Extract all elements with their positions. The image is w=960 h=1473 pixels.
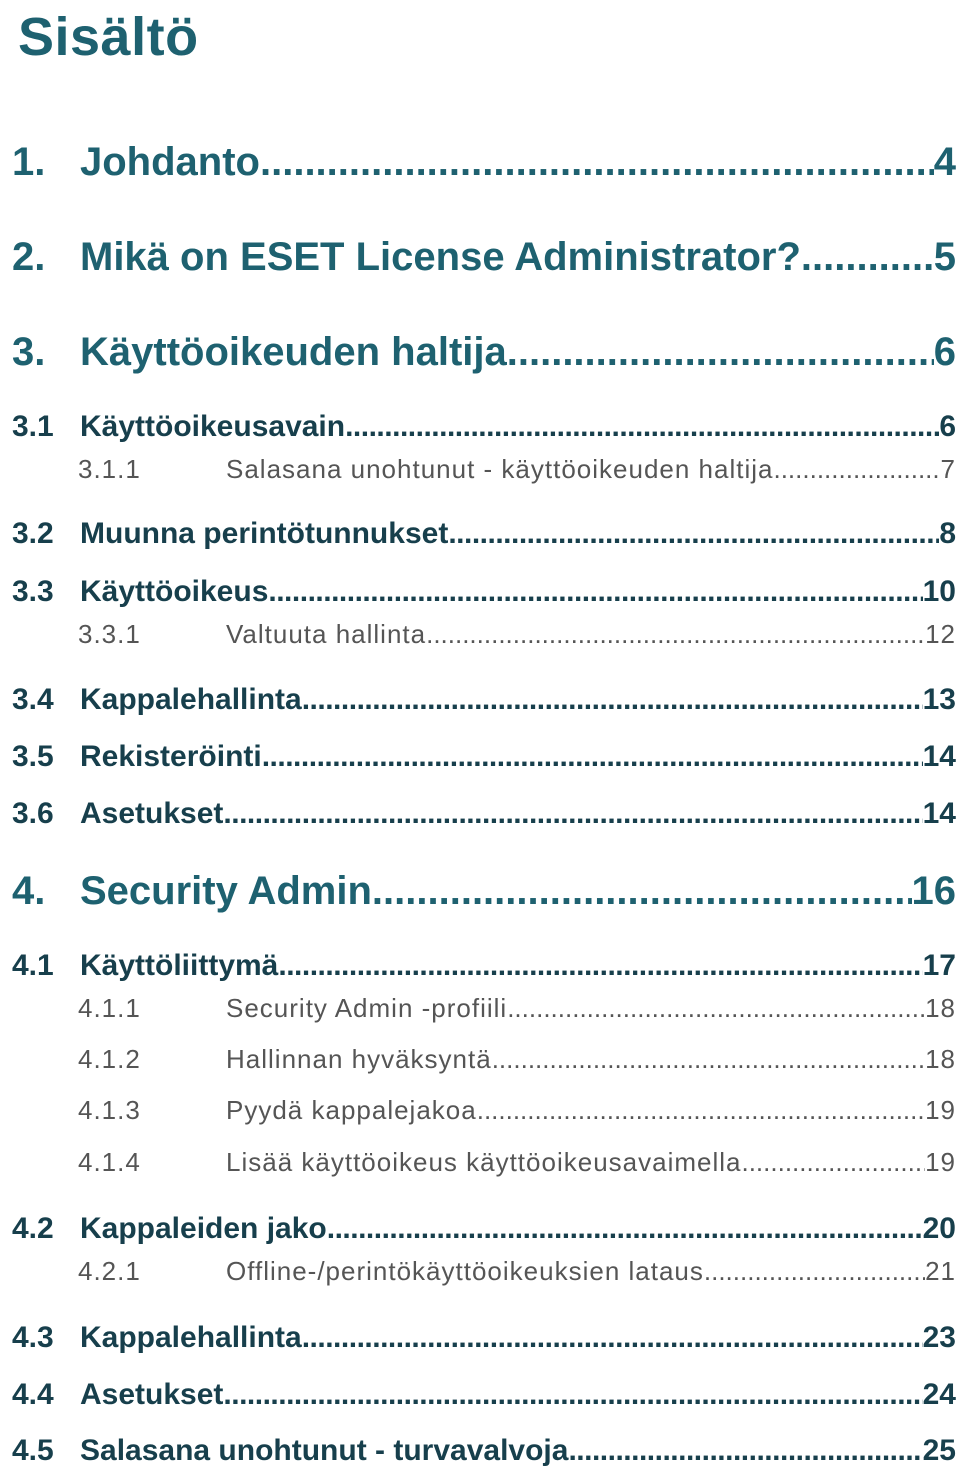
toc-entry[interactable] xyxy=(78,618,956,650)
toc-entry-label: Kappaleiden jako xyxy=(80,1212,327,1245)
toc-entry-label: Lisää käyttöoikeus käyttöoikeusavaimella xyxy=(226,1147,742,1177)
dot-leader xyxy=(223,796,922,832)
dot-leader xyxy=(302,682,923,718)
toc-entry-label: Rekisteröinti xyxy=(80,740,262,773)
toc-entry[interactable] xyxy=(12,948,956,984)
toc-entry-label: Salasana unohtunut - käyttöoikeuden haltija xyxy=(226,454,774,484)
toc-entry-label: Käyttöoikeusavain xyxy=(80,410,346,443)
toc-entry-page-number: 25 xyxy=(922,1434,956,1467)
dot-leader xyxy=(507,992,925,1024)
toc-entry-label: Muunna perintötunnukset xyxy=(80,517,449,550)
toc-entry[interactable] xyxy=(78,1094,956,1126)
toc-entry-label: Hallinnan hyväksyntä xyxy=(226,1044,492,1074)
toc-entry-page-number: 6 xyxy=(933,330,956,374)
toc-entry-page-number: 19 xyxy=(925,1147,956,1177)
dot-leader xyxy=(327,1211,923,1247)
toc-entry-number: 3.6 xyxy=(12,797,54,830)
toc-entry[interactable] xyxy=(78,1043,956,1075)
toc-entry[interactable] xyxy=(12,328,956,376)
toc-entry-number: 3. xyxy=(12,330,46,374)
toc-entry-number: 4.1.3 xyxy=(78,1095,141,1125)
toc-entry-label: Johdanto xyxy=(80,140,260,184)
toc-entry-number: 3.3.1 xyxy=(78,619,141,649)
dot-leader xyxy=(372,867,912,915)
toc-entry-page-number: 13 xyxy=(922,683,956,716)
toc-entry-page-number: 8 xyxy=(939,517,956,550)
toc-entry-number: 4.1 xyxy=(12,949,54,982)
toc-entry-page-number: 12 xyxy=(925,619,956,649)
toc-entry-page-number: 24 xyxy=(922,1378,956,1411)
toc-entry-label: Offline-/perintökäyttöoikeuksien lataus xyxy=(226,1256,704,1286)
toc-entry-label: Käyttöliittymä xyxy=(80,949,279,982)
toc-entry-label: Kappalehallinta xyxy=(80,1321,302,1354)
dot-leader xyxy=(260,138,934,186)
dot-leader xyxy=(477,1094,925,1126)
toc-entry-page-number: 19 xyxy=(925,1095,956,1125)
toc-entry-number: 4.1.4 xyxy=(78,1147,141,1177)
dot-leader xyxy=(268,574,922,610)
toc-entry-page-number: 17 xyxy=(922,949,956,982)
toc-entry-number: 1. xyxy=(12,140,46,184)
toc-entry-number: 4.4 xyxy=(12,1378,54,1411)
toc-entry-number: 4.2.1 xyxy=(78,1256,141,1286)
toc-entry-label: Asetukset xyxy=(80,797,224,830)
dot-leader xyxy=(223,1377,922,1413)
dot-leader xyxy=(426,618,925,650)
toc-entry-label: Mikä on ESET License Administrator? xyxy=(80,235,801,279)
toc-entry[interactable] xyxy=(12,409,956,445)
toc-entry[interactable] xyxy=(12,516,956,552)
toc-entry[interactable] xyxy=(12,1377,956,1413)
toc-entry-number: 3.2 xyxy=(12,517,54,550)
toc-entry-page-number: 16 xyxy=(911,869,956,913)
toc-entry-page-number: 7 xyxy=(940,454,956,484)
toc-entry-number: 4.1.2 xyxy=(78,1044,141,1074)
toc-entry[interactable] xyxy=(12,867,956,915)
toc-entry[interactable] xyxy=(12,796,956,832)
toc-entry-page-number: 5 xyxy=(933,235,956,279)
dot-leader xyxy=(704,1255,925,1287)
dot-leader xyxy=(741,1146,925,1178)
toc-entry[interactable] xyxy=(12,1320,956,1356)
toc-entry-page-number: 18 xyxy=(925,1044,956,1074)
toc-entry-page-number: 18 xyxy=(925,993,956,1023)
toc-entry-number: 3.1.1 xyxy=(78,454,141,484)
dot-leader xyxy=(345,409,939,445)
toc-entry-label: Security Admin -profiili xyxy=(226,993,508,1023)
toc-entry-number: 4.5 xyxy=(12,1434,54,1467)
toc-entry-number: 4.2 xyxy=(12,1212,54,1245)
toc-entry-label: Valtuuta hallinta xyxy=(226,619,427,649)
toc-entry-page-number: 6 xyxy=(939,410,956,443)
toc-entry-page-number: 23 xyxy=(922,1321,956,1354)
page-title: Sisältö xyxy=(18,7,199,67)
dot-leader xyxy=(448,516,939,552)
toc-entry[interactable] xyxy=(78,1255,956,1287)
toc-entry-page-number: 14 xyxy=(922,740,956,773)
dot-leader xyxy=(492,1043,925,1075)
toc-entry-label: Security Admin xyxy=(80,869,372,913)
toc-entry-number: 4.1.1 xyxy=(78,993,141,1023)
toc-entry[interactable] xyxy=(12,574,956,610)
toc-entry[interactable] xyxy=(78,992,956,1024)
dot-leader xyxy=(801,233,934,281)
toc-entry-number: 3.1 xyxy=(12,410,54,443)
toc-entry[interactable] xyxy=(12,138,956,186)
toc-entry[interactable] xyxy=(12,1433,956,1469)
toc-entry-number: 2. xyxy=(12,235,46,279)
dot-leader xyxy=(302,1320,923,1356)
toc-entry-page-number: 14 xyxy=(922,797,956,830)
toc-entry-label: Pyydä kappalejakoa xyxy=(226,1095,477,1125)
toc-entry-label: Salasana unohtunut - turvavalvoja xyxy=(80,1434,569,1467)
toc-entry[interactable] xyxy=(78,453,956,485)
toc-entry-number: 3.3 xyxy=(12,575,54,608)
toc-entry-page-number: 10 xyxy=(922,575,956,608)
dot-leader xyxy=(278,948,922,984)
toc-entry-number: 3.5 xyxy=(12,740,54,773)
toc-entry[interactable] xyxy=(12,739,956,775)
toc-entry-number: 4.3 xyxy=(12,1321,54,1354)
toc-entry[interactable] xyxy=(12,233,956,281)
toc-entry-page-number: 4 xyxy=(933,140,956,184)
toc-entry-number: 4. xyxy=(12,869,46,913)
toc-entry-page-number: 21 xyxy=(925,1256,956,1286)
toc-entry-page-number: 20 xyxy=(922,1212,956,1245)
toc-entry-label: Asetukset xyxy=(80,1378,224,1411)
toc-entry-label: Kappalehallinta xyxy=(80,683,302,716)
dot-leader xyxy=(568,1433,922,1469)
toc-entry-number: 3.4 xyxy=(12,683,54,716)
toc-entry-label: Käyttöoikeus xyxy=(80,575,269,608)
dot-leader xyxy=(507,328,934,376)
toc-entry-label: Käyttöoikeuden haltija xyxy=(80,330,507,374)
dot-leader xyxy=(262,739,923,775)
toc-entry[interactable] xyxy=(12,1211,956,1247)
toc-entry[interactable] xyxy=(78,1146,956,1178)
toc-entry[interactable] xyxy=(12,682,956,718)
dot-leader xyxy=(773,453,940,485)
